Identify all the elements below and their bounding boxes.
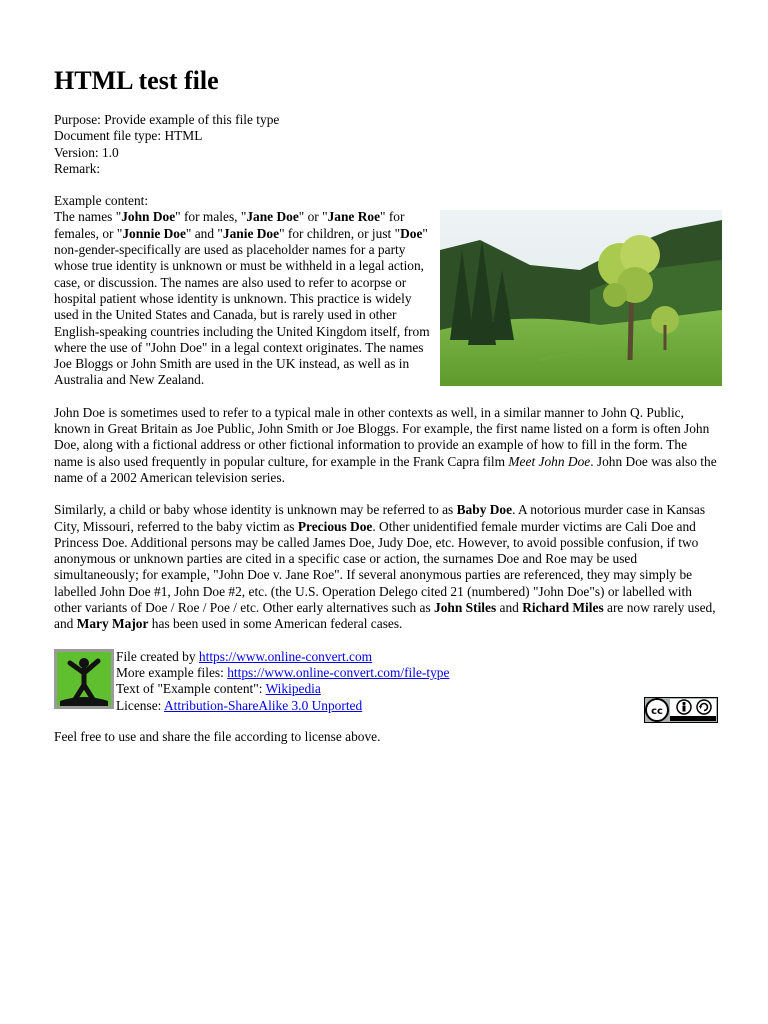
paragraph-typical-male: John Doe is sometimes used to refer to a typical male in other contexts as well, in a similar manner to John Q. Public, known in Great Britain as Joe Public, John Smith or Joe Bloggs. For example, the first name listed on a form is often John Doe, along with a fictional address or other fictional information to provide an example of how to fill in the form. The name is also used frequently in popular culture, for example in the Frank Capra film Meet John Doe. John Doe was also the name of a 2002 American television series. xyxy=(54,404,717,485)
bold-term: Jane Doe xyxy=(246,209,299,225)
more-files-line xyxy=(116,665,449,681)
bold-term: Jane Roe xyxy=(327,209,381,225)
closing-note: Feel free to use and share the file according to license above. xyxy=(54,728,381,744)
paragraph-baby-doe: Similarly, a child or baby whose identity is unknown may be referred to as Baby Doe. A notorious murder case in Kansas City, Missouri, referred to the baby victim as Precious Doe. Other unidentified female murder victims are Cali Doe and Princess Doe. Additional persons may be called James Doe, Judy Doe, etc. However, to avoid possible confusion, if two anonymous or unknown parties are cited in a specific case or action, the surnames Doe and Roe may be used simultaneously; for example, "John Doe v. Jane Roe". If several anonymous parties are referenced, they may simply be labelled John Doe #1, John Doe #2, etc. (the U.S. Operation Delego cited 21 (numbered) "John Doe"s) or labelled with other variants of Doe / Roe / Poe / etc. Other early alternatives such as John Stiles and Richard Miles are now rarely used, and Mary Major has been used in some American federal cases. xyxy=(54,502,716,632)
metadata-block xyxy=(54,112,718,177)
online-convert-logo-icon xyxy=(54,649,114,709)
cc-badge-label: cc xyxy=(651,705,663,717)
bold-term: Doe xyxy=(400,225,423,241)
attribution-lines xyxy=(116,649,449,714)
paragraph-john-doe: The names "John Doe" for males, "Jane Doe" or "Jane Roe" for females, or "Jonnie Doe" and "Janie Doe" for children, or just "Doe" non-gender-specifically are used as placeholder names for a party whose true identity is unknown or must be withheld in a legal action, case, or discussion. The names are also used to refer to acorpse or hospital patient whose identity is unknown. This practice is widely used in the United States and Canada, but is rarely used in other English-speaking countries including the United Kingdom itself, from where the use of "John Doe" in a legal context originates. The names Joe Bloggs or John Smith are used in the UK instead, as well as in Australia and New Zealand. xyxy=(54,209,430,388)
meta-version: Version: 1.0 xyxy=(54,144,119,160)
meta-purpose: Purpose: Provide example of this file type xyxy=(54,112,280,127)
attribution-block xyxy=(54,648,718,717)
bold-term: Precious Doe xyxy=(297,518,373,534)
online-convert-link[interactable]: https://www.online-convert.com xyxy=(198,648,373,664)
cc-by-sa-badge-icon[interactable] xyxy=(644,697,718,723)
text-source-label: Text of "Example content": xyxy=(116,681,266,697)
wikipedia-link[interactable]: Wikipedia xyxy=(265,681,321,697)
bold-term: Janie Doe xyxy=(222,225,280,241)
bold-term: John Stiles xyxy=(434,600,497,616)
license-label: License: xyxy=(116,697,164,713)
more-files-label: More example files: xyxy=(116,664,228,680)
bold-term: John Doe xyxy=(121,209,176,225)
meta-doc-type: Document file type: HTML xyxy=(54,128,203,144)
bold-term: Jonnie Doe xyxy=(122,225,186,241)
text-source-line xyxy=(116,681,449,697)
meta-remark: Remark: xyxy=(54,160,101,176)
example-heading: Example content: xyxy=(54,193,149,209)
italic-title: Meet John Doe xyxy=(508,453,591,469)
document-page xyxy=(54,0,718,745)
bold-term: Mary Major xyxy=(76,616,149,632)
bold-term: Baby Doe xyxy=(456,502,513,518)
bold-term: Richard Miles xyxy=(522,600,604,616)
created-by-label: File created by xyxy=(116,648,199,664)
landscape-photo xyxy=(440,210,722,386)
example-content xyxy=(54,193,718,389)
created-by-line xyxy=(116,649,449,665)
license-link[interactable]: Attribution-ShareAlike 3.0 Unported xyxy=(163,697,363,713)
file-type-link[interactable]: https://www.online-convert.com/file-type xyxy=(227,664,450,680)
page-title: HTML test file xyxy=(54,66,219,95)
license-line xyxy=(116,698,449,714)
